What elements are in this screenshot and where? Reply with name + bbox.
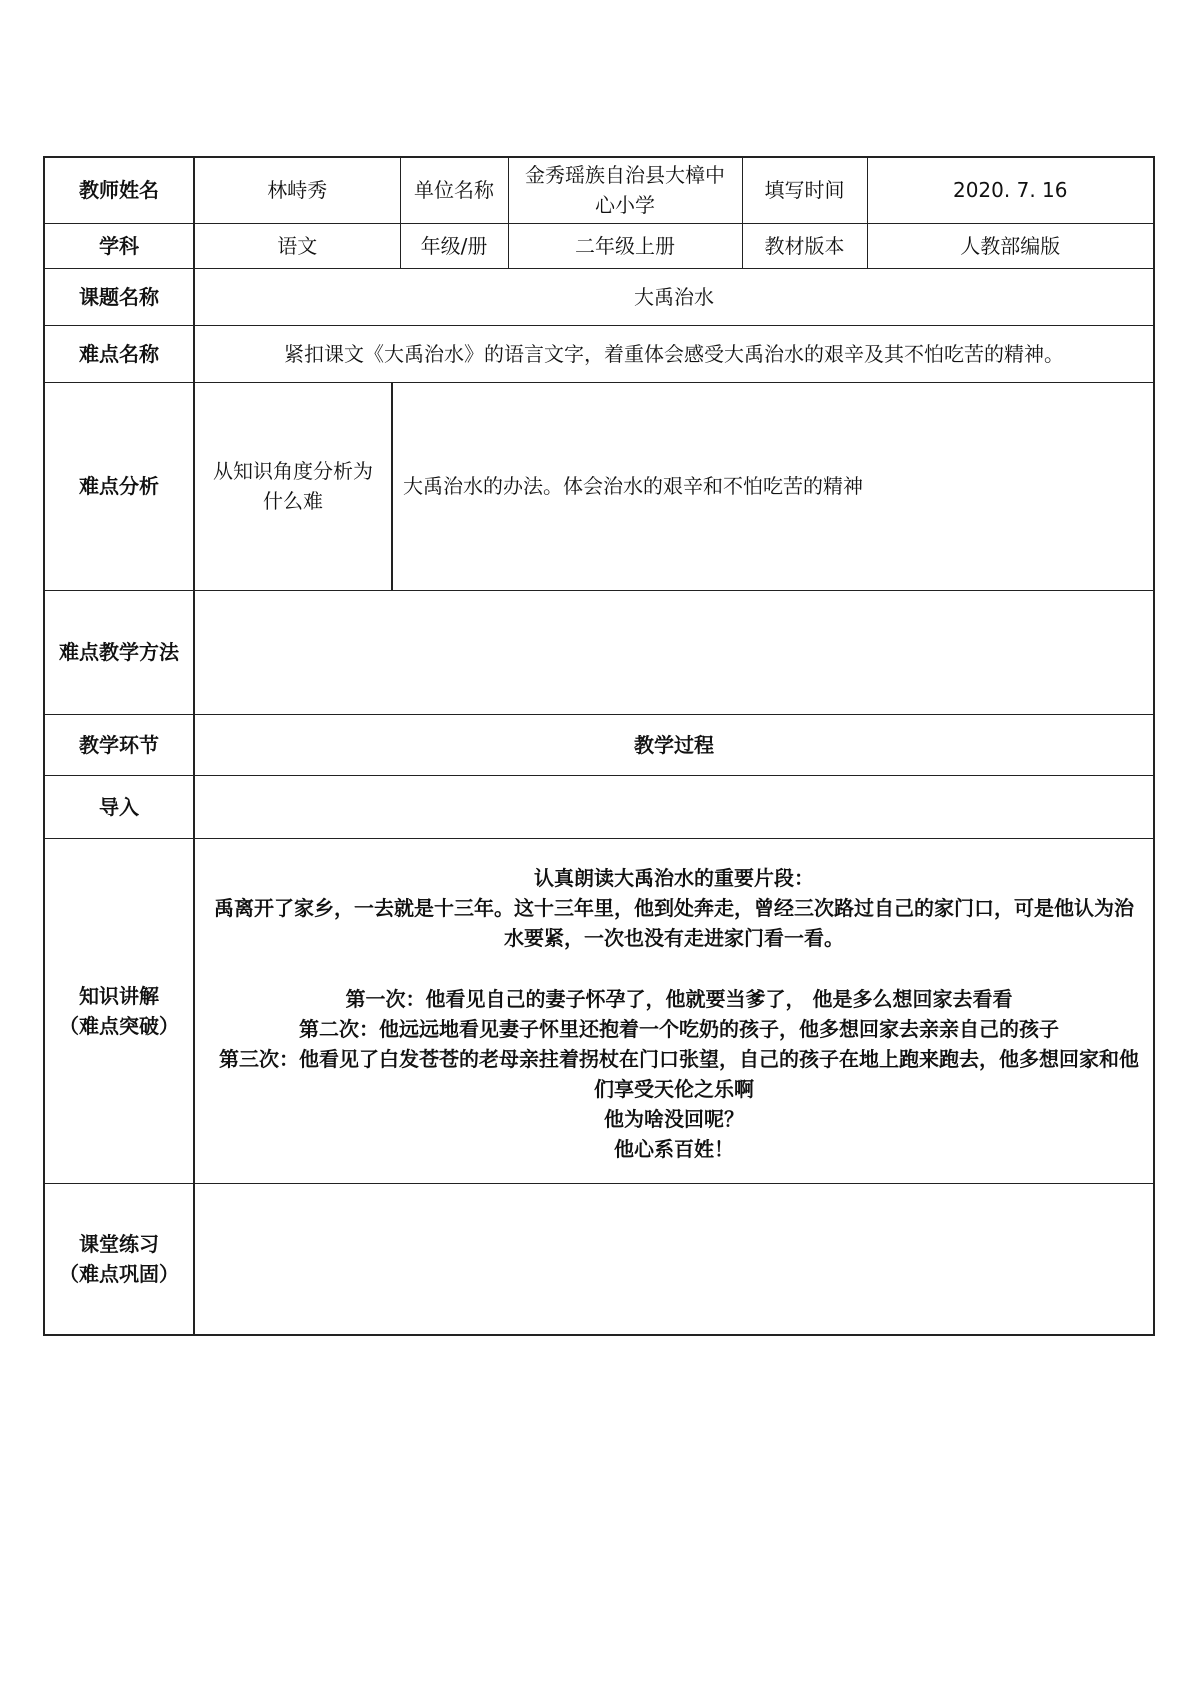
lesson-plan-table — [43, 156, 1155, 1336]
grade-value: 二年级上册 — [508, 223, 742, 268]
date-label: 填写时间 — [742, 157, 867, 223]
topic-row — [44, 268, 1154, 325]
lesson-plan-sheet — [43, 156, 1153, 1336]
topic-label: 课题名称 — [44, 268, 194, 325]
unit-value: 金秀瑶族自治县大樟中心小学 — [508, 157, 742, 223]
intro-value — [194, 775, 1154, 838]
knowledge-line: 认真朗读大禹治水的重要片段： — [534, 866, 814, 890]
subject-value: 语文 — [194, 223, 400, 268]
process-label: 教学环节 — [44, 714, 194, 775]
grade-label: 年级/册 — [400, 223, 508, 268]
knowledge-visit-first: 第一次：他看见自己的妻子怀孕了，他就要当爹了， 他是多么想回家去看看 — [345, 987, 1013, 1011]
teacher-label: 教师姓名 — [44, 157, 194, 223]
knowledge-label-cell — [44, 838, 194, 1183]
knowledge-content — [194, 838, 1154, 1183]
knowledge-visit-third: 第三次：他看见了白发苍苍的老母亲拄着拐杖在门口张望，自己的孩子在地上跑来跑去，他多想回家和他们享受天伦之乐啊 — [219, 1047, 1139, 1101]
difficulty-value: 紧扣课文《大禹治水》的语言文字，着重体会感受大禹治水的艰辛及其不怕吃苦的精神。 — [194, 325, 1154, 382]
method-value — [194, 590, 1154, 714]
knowledge-question: 他为啥没回呢？ — [604, 1107, 744, 1131]
topic-value: 大禹治水 — [194, 268, 1154, 325]
knowledge-visit-second: 第二次：他远远地看见妻子怀里还抱着一个吃奶的孩子，他多想回家去亲亲自己的孩子 — [299, 1017, 1059, 1041]
analysis-value: 大禹治水的办法。体会治水的艰辛和不怕吃苦的精神 — [392, 382, 1154, 590]
practice-row — [44, 1183, 1154, 1335]
practice-value — [194, 1183, 1154, 1335]
intro-label: 导入 — [44, 775, 194, 838]
knowledge-answer: 他心系百姓！ — [614, 1137, 734, 1161]
subject-label: 学科 — [44, 223, 194, 268]
analysis-row — [44, 382, 1154, 590]
edition-value: 人教部编版 — [867, 223, 1154, 268]
intro-row — [44, 775, 1154, 838]
date-value: 2020. 7. 16 — [867, 157, 1154, 223]
difficulty-row — [44, 325, 1154, 382]
edition-label: 教材版本 — [742, 223, 867, 268]
method-label: 难点教学方法 — [44, 590, 194, 714]
knowledge-line: 禹离开了家乡，一去就是十三年。这十三年里，他到处奔走，曾经三次路过自己的家门口，可是他认为治水要紧，一次也没有走进家门看一看。 — [214, 896, 1134, 950]
analysis-sub-label: 从知识角度分析为什么难 — [194, 382, 392, 590]
header-row-2 — [44, 223, 1154, 268]
teacher-value: 林峙秀 — [194, 157, 400, 223]
knowledge-label: 知识讲解 — [79, 983, 159, 1008]
knowledge-label-sub: （难点突破） — [59, 1013, 179, 1038]
unit-label: 单位名称 — [400, 157, 508, 223]
method-row — [44, 590, 1154, 714]
process-header-row — [44, 714, 1154, 775]
practice-label-cell — [44, 1183, 194, 1335]
process-value: 教学过程 — [194, 714, 1154, 775]
practice-label-sub: （难点巩固） — [59, 1261, 179, 1286]
analysis-label: 难点分析 — [44, 382, 194, 590]
knowledge-row — [44, 838, 1154, 1183]
difficulty-label: 难点名称 — [44, 325, 194, 382]
practice-label: 课堂练习 — [79, 1231, 159, 1256]
header-row-1 — [44, 157, 1154, 223]
